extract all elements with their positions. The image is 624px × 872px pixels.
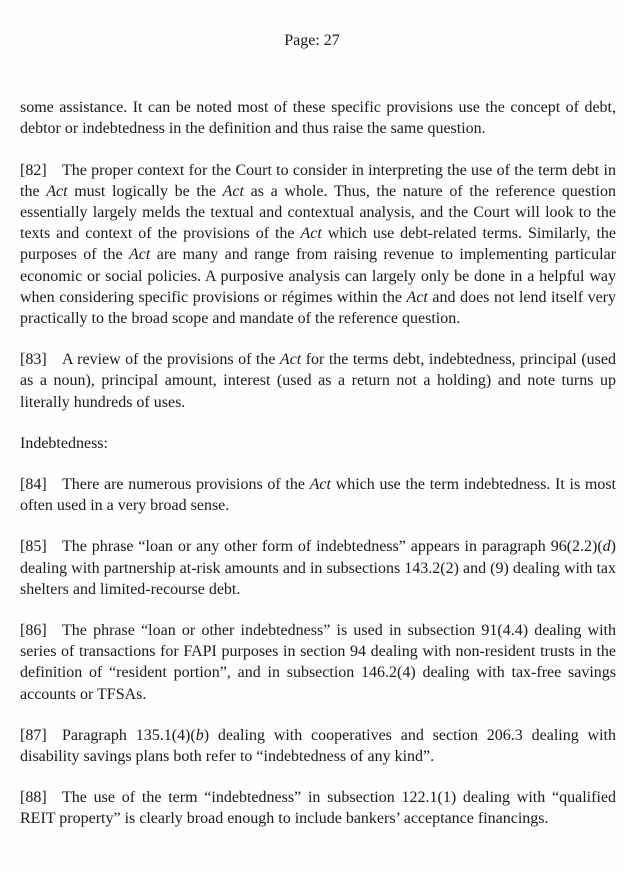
italic-text: Act xyxy=(300,225,322,243)
italic-text: Act xyxy=(128,246,151,264)
body-text: ) dealing with cooperatives and section 206.3 dealing with disability savings plans both refer to “indebtedness of any kind”. xyxy=(20,726,617,766)
body-text: The phrase “loan or other indebtedness” is used in subsection 91(4.4) dealing with series of transactions for FAPI purposes in section 94 dealing with non-resident trusts in the definition of “resident portion”, and in subsection 146.2(4) dealing with tax-free savings accounts or TFSAs. xyxy=(20,622,616,703)
paragraph-82 xyxy=(20,160,616,330)
paragraph-88 xyxy=(20,787,616,829)
body-text: Paragraph 135.1(4)( xyxy=(62,726,196,744)
body-text: ) dealing with partnership at-risk amounts and in subsections 143.2(2) and (9) dealing with tax shelters and limited-recourse debt. xyxy=(20,538,616,598)
paragraph-number: [83] xyxy=(20,351,47,369)
body-text: which use debt-related terms. Similarly, the purposes of the xyxy=(20,225,617,264)
paragraph-85 xyxy=(20,536,616,600)
italic-text: Act xyxy=(406,288,428,306)
paragraph-number: [87] xyxy=(20,726,47,744)
paragraph-87 xyxy=(20,725,616,767)
paragraph-continuation xyxy=(20,97,616,139)
italic-text: b xyxy=(195,726,204,744)
body-text: must logically be the xyxy=(67,182,223,200)
body-text: The proper context for the Court to consider in interpreting the use of the term debt in the xyxy=(20,161,616,200)
paragraph-number: [86] xyxy=(20,622,47,640)
section-heading-indebtedness xyxy=(20,433,616,454)
body-text: for the terms debt, indebtedness, principal (used as a noun), principal amount, interest (used as a return not a holding) and note turns up literally hundreds of uses. xyxy=(20,351,617,411)
paragraph-number: [82] xyxy=(20,161,47,179)
body-text: Indebtedness: xyxy=(20,434,108,452)
page-number-header: Page: 27 xyxy=(284,32,340,49)
body-text: are many and range from raising revenue to implementing particular economic or social policies. A purposive analysis can largely only be done in a helpful way when considering specific provisions or régimes within the xyxy=(20,246,616,306)
body-text: The phrase “loan or any other form of indebtedness” appears in paragraph 96(2.2)( xyxy=(62,538,603,556)
paragraph-number: [88] xyxy=(20,789,47,807)
italic-text: Act xyxy=(309,476,331,494)
italic-text: d xyxy=(602,538,611,556)
body-text: and does not lend itself very practically to the broad scope and mandate of the reference question. xyxy=(20,288,617,328)
body-text: which use the term indebtedness. It is most often used in a very broad sense. xyxy=(20,476,617,515)
body-text: as a whole. Thus, the nature of the reference question essentially largely melds the textual and contextual analysis, and the Court will look to the texts and context of the provisions of the xyxy=(20,182,616,243)
body-text: The use of the term “indebtedness” in subsection 122.1(1) dealing with “qualified REIT property” is clearly broad enough to include bankers’ acceptance financings. xyxy=(20,789,616,828)
paragraph-86 xyxy=(20,620,616,705)
paragraph-84 xyxy=(20,474,616,516)
paragraph-83 xyxy=(20,349,616,413)
body-text: There are numerous provisions of the xyxy=(62,476,310,494)
body-text: A review of the provisions of the xyxy=(62,351,280,369)
italic-text: Act xyxy=(279,351,302,369)
document-body xyxy=(20,97,616,829)
italic-text: Act xyxy=(46,182,68,200)
paragraph-number: [84] xyxy=(20,476,47,494)
body-text: some assistance. It can be noted most of these specific provisions use the concept of debt, debtor or indebtedness in the definition and thus raise the same question. xyxy=(20,99,616,138)
paragraph-number: [85] xyxy=(20,538,47,556)
italic-text: Act xyxy=(222,182,244,200)
